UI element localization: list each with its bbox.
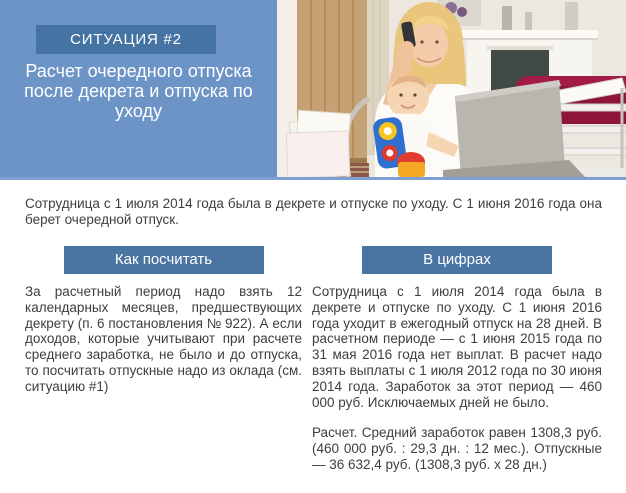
- sippy-cup: [397, 152, 425, 177]
- header-divider: [0, 177, 626, 180]
- home-office-photo-illustration: [277, 0, 626, 177]
- intro-paragraph: Сотрудница с 1 июля 2014 года была в декрете и отпуске по уходу. С 1 июня 2016 года она берет очередной отпуск.: [25, 196, 602, 227]
- how-to-count-text: За расчетный период надо взять 12 календарных месяцев, предшествующих декрету (п. 6 постановления № 922). А если доходов, которые учитывают при расчете среднего заработка, не было и до отпуска, то посчитать отпускные надо из оклада (см. ситуацию #1): [25, 284, 302, 394]
- in-numbers-header: В цифрах: [362, 246, 552, 274]
- how-to-count-header: Как посчитать: [64, 246, 264, 274]
- header-band: [0, 0, 626, 177]
- column-in-numbers: [312, 246, 602, 473]
- slide-title: Расчет очередного отпуска после декрета и отпуска по уходу: [24, 61, 253, 121]
- in-numbers-text-2: Расчет. Средний заработок равен 1308,3 руб. (460 000 руб. : 29,3 дн. : 12 мес.). Отпускные — 36 632,4 руб. (1308,3 руб. x 28 дн.): [312, 425, 602, 472]
- in-numbers-text-1: Сотрудница с 1 июля 2014 года была в декрете и отпуске по уходу. С 1 июня 2016 года уходит в ежегодный отпуск на 28 дней. В расчетном периоде — с 1 июня 2015 года по 31 мая 2016 года нет выплат. В расчет надо взять выплаты с 1 июля 2012 года по 30 июня 2014 года. Заработок за этот период — 460 000 руб. Исключаемых дней не было.: [312, 284, 602, 410]
- title-panel: [0, 0, 277, 177]
- situation-badge: СИТУАЦИЯ #2: [36, 25, 216, 54]
- header-photo: [277, 0, 626, 177]
- column-how-to-count: [25, 246, 302, 395]
